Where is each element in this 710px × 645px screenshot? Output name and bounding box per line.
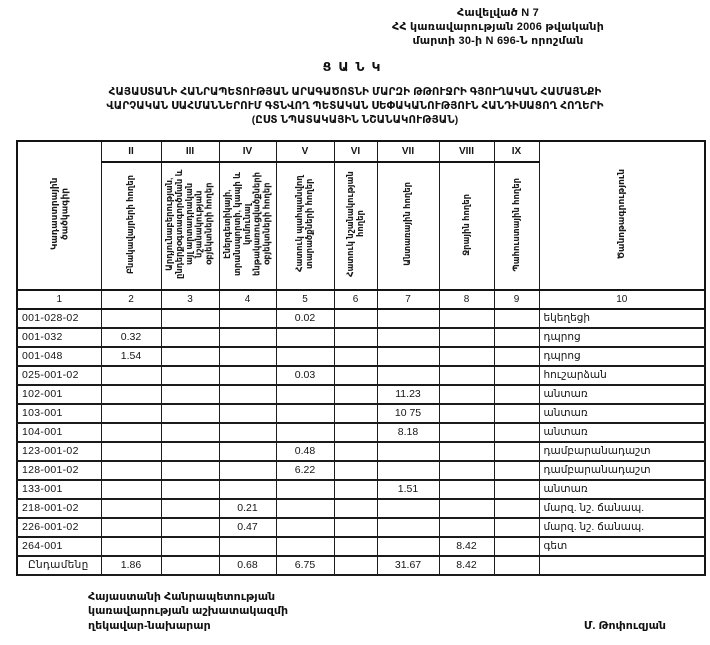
cell-value <box>439 499 494 518</box>
cell-value: 0.68 <box>219 556 276 575</box>
land-classification-table <box>16 140 706 576</box>
header-residential-lands: Բնակավայրերի հողեր <box>101 162 161 290</box>
cell-value <box>161 309 219 328</box>
cell-value <box>494 347 539 366</box>
table-row <box>17 366 705 385</box>
cell-value: 8.42 <box>439 537 494 556</box>
numeral-col-5: V <box>276 141 334 162</box>
cell-value <box>334 309 377 328</box>
cell-value <box>334 328 377 347</box>
cell-value: 0.48 <box>276 442 334 461</box>
cell-value <box>276 385 334 404</box>
footer-line-3: ղեկավար-նախարար <box>88 619 211 632</box>
cell-value <box>101 423 161 442</box>
cell-value <box>439 385 494 404</box>
cell-value: 1.86 <box>101 556 161 575</box>
cell-value <box>161 423 219 442</box>
cell-value: 8.42 <box>439 556 494 575</box>
numeral-col-4: IV <box>219 141 276 162</box>
header-water-lands: Ջրային հողեր <box>439 162 494 290</box>
appendix-block <box>308 6 688 48</box>
cell-value <box>101 461 161 480</box>
colnum-8: 8 <box>439 290 494 309</box>
numeral-col-7: VII <box>377 141 439 162</box>
appendix-line-3: մարտի 30-ի N 696-Ն որոշման <box>412 35 584 48</box>
cell-value <box>161 366 219 385</box>
page-title: ՑԱՆԿ <box>322 60 388 75</box>
appendix-line-1: Հավելված N 7 <box>457 7 539 19</box>
cell-code: 104-001 <box>17 423 101 442</box>
table-row <box>17 537 705 556</box>
cell-value <box>276 480 334 499</box>
cell-value <box>219 461 276 480</box>
cell-value <box>219 385 276 404</box>
cell-value <box>161 442 219 461</box>
cell-value <box>377 461 439 480</box>
cell-value <box>334 537 377 556</box>
cell-value <box>439 404 494 423</box>
colnum-1: 1 <box>17 290 101 309</box>
cell-code: Ընդամենը <box>17 556 101 575</box>
signatory-title-block <box>88 590 288 633</box>
cell-value <box>494 309 539 328</box>
colnum-3: 3 <box>161 290 219 309</box>
footer-line-1: Հայաստանի Հանրապետության <box>88 590 276 603</box>
cell-note: անտառ <box>539 480 705 499</box>
cell-code: 025-001-02 <box>17 366 101 385</box>
table-row <box>17 347 705 366</box>
header-infrastructure-lands: Էներգետիկայի, տրանսպորտի, կապի և կոմունալ ենթակառուցվածքների օբյեկտների հողեր <box>219 162 276 290</box>
cell-value <box>439 347 494 366</box>
cell-note: եկեղեցի <box>539 309 705 328</box>
header-reserve-lands: Պահուստային հողեր <box>494 162 539 290</box>
cell-note: դամբարանադաշտ <box>539 461 705 480</box>
cell-value <box>101 366 161 385</box>
signature-name: Մ. Թոփուզյան <box>583 619 666 632</box>
cell-value <box>276 518 334 537</box>
cell-value <box>334 461 377 480</box>
numeral-col-3: III <box>161 141 219 162</box>
cell-value <box>494 461 539 480</box>
cell-note: դպրոց <box>539 328 705 347</box>
cell-value <box>334 442 377 461</box>
cell-value: 1.51 <box>377 480 439 499</box>
cell-value <box>219 366 276 385</box>
cell-value <box>439 480 494 499</box>
cell-code: 001-032 <box>17 328 101 347</box>
cell-value <box>276 328 334 347</box>
cell-value <box>101 442 161 461</box>
cell-value <box>276 537 334 556</box>
cell-value <box>276 404 334 423</box>
cell-value <box>494 537 539 556</box>
cell-value <box>494 423 539 442</box>
total-row <box>17 556 705 575</box>
cell-note: անտառ <box>539 404 705 423</box>
cell-value <box>219 423 276 442</box>
cell-code: 226-001-02 <box>17 518 101 537</box>
cell-value <box>377 347 439 366</box>
table-row <box>17 309 705 328</box>
footer <box>88 590 666 633</box>
cell-value <box>334 423 377 442</box>
cell-code: 001-028-02 <box>17 309 101 328</box>
cell-value <box>219 309 276 328</box>
cell-value <box>219 442 276 461</box>
column-number-row <box>17 290 705 309</box>
cell-value <box>494 404 539 423</box>
cell-value <box>494 480 539 499</box>
cell-value <box>494 328 539 347</box>
cell-value <box>377 366 439 385</box>
cell-note <box>539 556 705 575</box>
colnum-2: 2 <box>101 290 161 309</box>
document-subtitle <box>0 86 710 128</box>
header-notes <box>539 141 705 290</box>
table-row <box>17 328 705 347</box>
cell-value <box>494 518 539 537</box>
cell-value <box>161 556 219 575</box>
cell-value <box>494 442 539 461</box>
appendix-line-2: ՀՀ կառավարության 2006 թվականի <box>392 21 604 34</box>
cell-value <box>377 328 439 347</box>
cell-value <box>334 556 377 575</box>
cell-value <box>161 347 219 366</box>
cell-value <box>334 518 377 537</box>
cell-value: 10 75 <box>377 404 439 423</box>
cell-code: 123-001-02 <box>17 442 101 461</box>
colnum-5: 5 <box>276 290 334 309</box>
cell-value <box>494 385 539 404</box>
cell-note: գետ <box>539 537 705 556</box>
header-forest-lands: Անտառային հողեր <box>377 162 439 290</box>
numeral-col-6: VI <box>334 141 377 162</box>
cell-value <box>334 347 377 366</box>
header-protected-lands: Հատուկ պահպանվող տարածքների հողեր <box>276 162 334 290</box>
cell-value <box>494 556 539 575</box>
table-row <box>17 461 705 480</box>
cell-value <box>161 385 219 404</box>
cell-code: 103-001 <box>17 404 101 423</box>
header-cadastral-code <box>17 141 101 290</box>
cell-value <box>334 366 377 385</box>
cell-value: 6.22 <box>276 461 334 480</box>
numeral-col-9: IX <box>494 141 539 162</box>
cell-value: 1.54 <box>101 347 161 366</box>
cell-note: դամբարանադաշտ <box>539 442 705 461</box>
roman-numeral-header-row <box>17 141 705 162</box>
cell-value: 31.67 <box>377 556 439 575</box>
cell-value <box>334 385 377 404</box>
cell-value: 0.03 <box>276 366 334 385</box>
cell-code: 001-048 <box>17 347 101 366</box>
cell-value <box>101 518 161 537</box>
subtitle-line-3: (ԸՍՏ ՆՊԱՏԱԿԱՅԻՆ ՆՇԱՆԱԿՈՒԹՅԱՆ) <box>251 115 459 127</box>
colnum-9: 9 <box>494 290 539 309</box>
cell-value: 0.02 <box>276 309 334 328</box>
cell-value <box>334 404 377 423</box>
cell-value <box>439 442 494 461</box>
cell-value <box>377 499 439 518</box>
cell-value: 0.21 <box>219 499 276 518</box>
cell-value <box>161 518 219 537</box>
numeral-col-8: VIII <box>439 141 494 162</box>
cell-value <box>101 537 161 556</box>
notes-label: Ծանոթագրություն <box>616 168 627 259</box>
subtitle-line-1: ՀԱՅԱՍՏԱՆԻ ՀԱՆՐԱՊԵՏՈՒԹՅԱՆ ԱՐԱԳԱԾՈՏՆԻ ՄԱՐԶԻ ԹԹՈՒՋՐԻ ԳՅՈՒՂԱԿԱՆ ՀԱՄԱՅՆՔԻ <box>108 87 602 99</box>
cell-value <box>219 537 276 556</box>
cell-value <box>377 309 439 328</box>
cell-value <box>494 499 539 518</box>
numeral-col-2: II <box>101 141 161 162</box>
cell-value <box>161 480 219 499</box>
cell-value <box>219 480 276 499</box>
cell-note: դպրոց <box>539 347 705 366</box>
cell-value <box>101 385 161 404</box>
cell-value <box>439 423 494 442</box>
cell-value <box>101 499 161 518</box>
cell-note: անտառ <box>539 385 705 404</box>
cell-value <box>219 404 276 423</box>
cell-value <box>377 537 439 556</box>
cell-value <box>439 309 494 328</box>
header-industrial-lands: Արդյունաբերության, ընդերքօգտագործման և այլ արտադրական նշանակության օբյեկտների հողեր <box>161 162 219 290</box>
cell-value <box>276 423 334 442</box>
footer-line-2: կառավարության աշխատակազմի <box>88 605 289 618</box>
cell-value: 8.18 <box>377 423 439 442</box>
cell-value <box>276 347 334 366</box>
table-row <box>17 480 705 499</box>
subtitle-line-2: ՎԱՐՉԱԿԱՆ ՍԱՀՄԱՆՆԵՐՈՒՄ ԳՏՆՎՈՂ ՊԵՏԱԿԱՆ ՍԵՓԱԿԱՆՈՒԹՅՈՒՆ ՀԱՆԴԻՍԱՑՈՂ ՀՈՂԵՐԻ <box>106 101 604 113</box>
cell-value <box>439 328 494 347</box>
table-row <box>17 385 705 404</box>
cell-value <box>494 366 539 385</box>
colnum-7: 7 <box>377 290 439 309</box>
cell-value: 0.47 <box>219 518 276 537</box>
table-row <box>17 518 705 537</box>
cell-value: 0.32 <box>101 328 161 347</box>
header-special-purpose-lands: Հատուկ նշանակության հողեր <box>334 162 377 290</box>
cell-value <box>161 499 219 518</box>
cell-note: հուշարձան <box>539 366 705 385</box>
cell-value <box>439 518 494 537</box>
table-body <box>17 309 705 575</box>
cell-code: 128-001-02 <box>17 461 101 480</box>
cell-value <box>161 537 219 556</box>
cell-value <box>439 461 494 480</box>
cell-value <box>219 347 276 366</box>
cell-value <box>101 480 161 499</box>
cell-value: 11.23 <box>377 385 439 404</box>
cell-value <box>377 518 439 537</box>
cell-value <box>101 404 161 423</box>
colnum-4: 4 <box>219 290 276 309</box>
cell-value <box>276 499 334 518</box>
cell-value <box>219 328 276 347</box>
cell-value <box>377 442 439 461</box>
table-row <box>17 442 705 461</box>
cell-value <box>439 366 494 385</box>
cell-code: 264-001 <box>17 537 101 556</box>
cell-value <box>161 461 219 480</box>
cell-value <box>334 480 377 499</box>
cell-value <box>101 309 161 328</box>
cell-value <box>161 404 219 423</box>
table-row <box>17 404 705 423</box>
table-row <box>17 499 705 518</box>
cell-code: 133-001 <box>17 480 101 499</box>
cell-code: 102-001 <box>17 385 101 404</box>
cell-note: մարզ. նշ. ճանապ. <box>539 518 705 537</box>
cell-note: մարզ. նշ. ճանապ. <box>539 499 705 518</box>
table-row <box>17 423 705 442</box>
cell-note: անտառ <box>539 423 705 442</box>
colnum-6: 6 <box>334 290 377 309</box>
colnum-10: 10 <box>539 290 705 309</box>
cell-code: 218-001-02 <box>17 499 101 518</box>
cell-value <box>161 328 219 347</box>
cell-value: 6.75 <box>276 556 334 575</box>
cell-value <box>334 499 377 518</box>
cadastral-code-label: Կադաստրային ծածկագիր <box>48 177 70 251</box>
